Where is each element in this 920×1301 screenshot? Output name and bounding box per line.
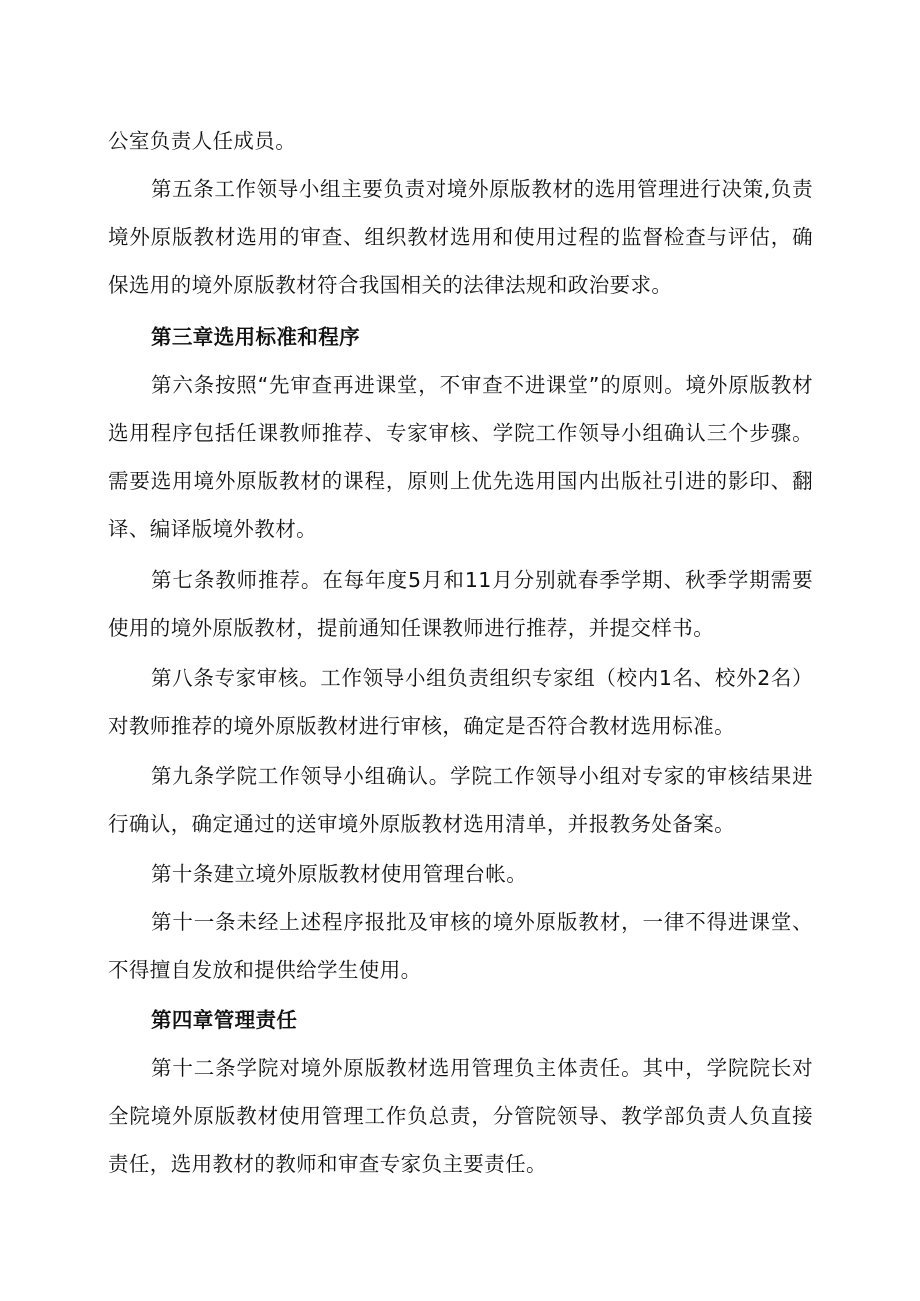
article-9: 第九条学院工作领导小组确认。学院工作领导小组对专家的审核结果进行确认，确定通过的送审境外原版教材选用清单，并报教务处备案。	[108, 764, 813, 836]
chapter-4-heading: 第四章管理责任	[151, 1008, 298, 1032]
article-11: 第十一条未经上述程序报批及审核的境外原版教材，一律不得进课堂、不得擅自发放和提供给学生使用。	[108, 910, 813, 982]
article-6: 第六条按照“先审查再进课堂，不审查不进课堂”的原则。境外原版教材选用程序包括任课教师推荐、专家审核、学院工作领导小组确认三个步骤。需要选用境外原版教材的课程，原则上优先选用国内出版社引进的影印、翻译、编译版境外教材。	[108, 373, 813, 541]
article-5: 第五条工作领导小组主要负责对境外原版教材的选用管理进行决策,负责境外原版教材选用的审查、组织教材选用和使用过程的监督检查与评估，确保选用的境外原版教材符合我国相关的法律法规和政治要求。	[108, 177, 813, 297]
chapter-3-heading: 第三章选用标准和程序	[151, 325, 360, 349]
article-10: 第十条建立境外原版教材使用管理台帐。	[151, 862, 528, 886]
article-12: 第十二条学院对境外原版教材选用管理负主体责任。其中，学院院长对全院境外原版教材使用管理工作负总责，分管院领导、教学部负责人负直接责任，选用教材的教师和审查专家负主要责任。	[108, 1056, 813, 1176]
article-8: 第八条专家审核。工作领导小组负责组织专家组（校内1名、校外2名）对教师推荐的境外原版教材进行审核，确定是否符合教材选用标准。	[108, 666, 813, 738]
paragraph-continuation: 公室负责人任成员。	[108, 129, 297, 153]
article-7: 第七条教师推荐。在每年度5月和11月分别就春季学期、秋季学期需要使用的境外原版教材，提前通知任课教师进行推荐，并提交样书。	[108, 568, 813, 640]
